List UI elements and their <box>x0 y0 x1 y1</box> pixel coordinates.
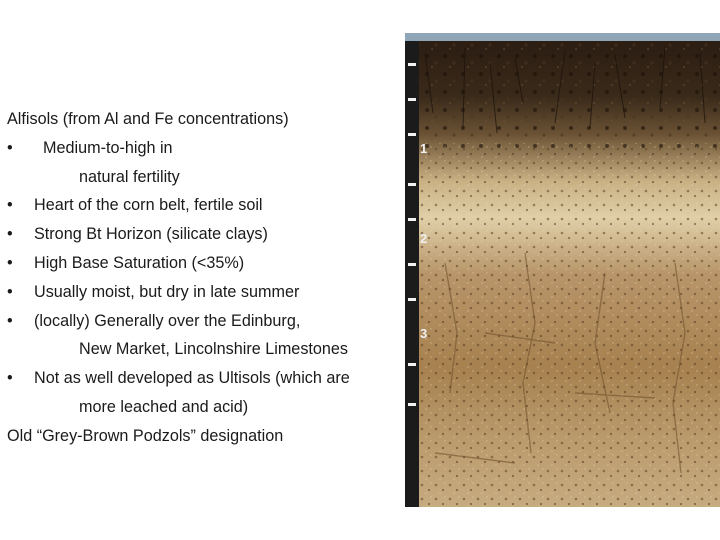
bullet-continuation-line <box>7 335 402 364</box>
bullet-line <box>7 191 402 220</box>
subsoil-texture <box>405 143 720 507</box>
bullet-text: Medium-to-high in <box>43 138 173 157</box>
scale-mark-3: 3 <box>420 326 428 341</box>
bullet-icon: • <box>7 225 13 244</box>
bullet-text: High Base Saturation (<35%) <box>34 253 245 272</box>
slide-text-block <box>7 105 402 451</box>
bullet-icon: • <box>7 311 13 330</box>
scale-mark-2: 2 <box>420 231 428 246</box>
bullet-line <box>7 220 402 249</box>
bullet-text-continued: natural fertility <box>79 167 180 186</box>
topsoil-texture <box>405 41 720 151</box>
bullet-text: Usually moist, but dry in late summer <box>34 282 300 301</box>
soil-profile-photo <box>405 33 720 507</box>
bullet-icon: • <box>7 138 13 157</box>
measuring-stick <box>405 41 419 507</box>
bullet-line <box>7 278 402 307</box>
bullet-text: Not as well developed as Ultisols (which are <box>34 369 350 388</box>
bullet-continuation-line <box>7 393 402 422</box>
bullet-text: (locally) Generally over the Edinburg, <box>34 311 301 330</box>
bullet-icon: • <box>7 253 13 272</box>
bullet-text-continued: New Market, Lincolnshire Limestones <box>79 340 349 359</box>
scale-mark-1: 1 <box>420 141 428 156</box>
bullet-line <box>7 134 402 163</box>
bullet-text-continued: more leached and acid) <box>79 397 249 416</box>
slide-heading: Alfisols (from Al and Fe concentrations) <box>7 110 289 128</box>
designation-note: Old “Grey-Brown Podzols” designation <box>7 426 284 445</box>
bullet-line <box>7 364 402 393</box>
bullet-line <box>7 307 402 336</box>
heading-line <box>7 105 402 134</box>
footer-line <box>7 422 402 451</box>
bullet-icon: • <box>7 196 13 215</box>
bullet-icon: • <box>7 369 13 388</box>
bullet-text: Strong Bt Horizon (silicate clays) <box>34 225 268 244</box>
bullet-continuation-line <box>7 163 402 192</box>
bullet-line <box>7 249 402 278</box>
bullet-text: Heart of the corn belt, fertile soil <box>34 196 263 215</box>
bullet-icon: • <box>7 282 13 301</box>
